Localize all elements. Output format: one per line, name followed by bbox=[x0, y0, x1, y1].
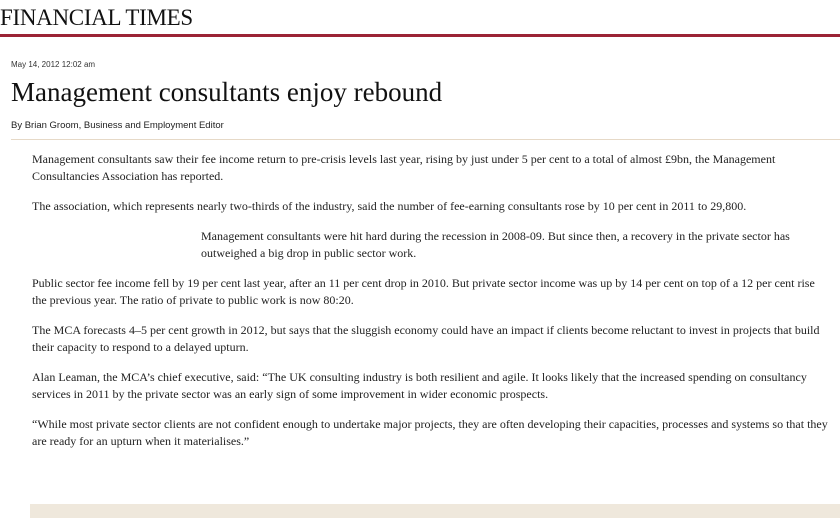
article-paragraph: The association, which represents nearly two-thirds of the industry, said the number of fee-earning consultants rose by 10 per cent in 2011 to 29,800. bbox=[32, 199, 747, 213]
ft-logo[interactable]: FINANCIAL TIMES bbox=[0, 5, 193, 30]
article-paragraph: “While most private sector clients are not confident enough to undertake major projects, they are often developing their capacities, processes and systems so that they are ready for an upturn when it materialises.” bbox=[32, 417, 828, 448]
masthead-rule bbox=[0, 34, 840, 37]
footer-bar bbox=[30, 504, 840, 518]
article-paragraph: Alan Leaman, the MCA’s chief executive, said: “The UK consulting industry is both resilient and agile. It looks likely that the increased spending on consultancy services in 2011 by the private sector was an early sign of some improvement in wider economic prospects. bbox=[32, 370, 807, 401]
article-paragraph: Public sector fee income fell by 19 per cent last year, after an 11 per cent drop in 2010. But private sector income was up by 14 per cent on top of a 12 per cent rise the previous year. The ratio of private to public work is now 80:20. bbox=[32, 276, 815, 307]
byline: By Brian Groom, Business and Employment Editor bbox=[11, 120, 224, 131]
page-title: Management consultants enjoy rebound bbox=[11, 77, 443, 107]
article-paragraph: The MCA forecasts 4–5 per cent growth in 2012, but says that the sluggish economy could have an impact if clients become reluctant to invest in projects that build their capacity to respond to a delayed upturn. bbox=[32, 323, 820, 354]
article-body bbox=[32, 151, 832, 463]
article-paragraph-indented: Management consultants were hit hard during the recession in 2008-09. But since then, a recovery in the private sector has outweighed a big drop in public sector work. bbox=[201, 229, 790, 260]
article-paragraph: Management consultants saw their fee income return to pre-crisis levels last year, rising by just under 5 per cent to a total of almost £9bn, the Management Consultancies Association has reported. bbox=[32, 152, 776, 183]
byline-divider bbox=[11, 139, 840, 140]
article-date: May 14, 2012 12:02 am bbox=[11, 60, 96, 69]
masthead bbox=[0, 0, 840, 40]
